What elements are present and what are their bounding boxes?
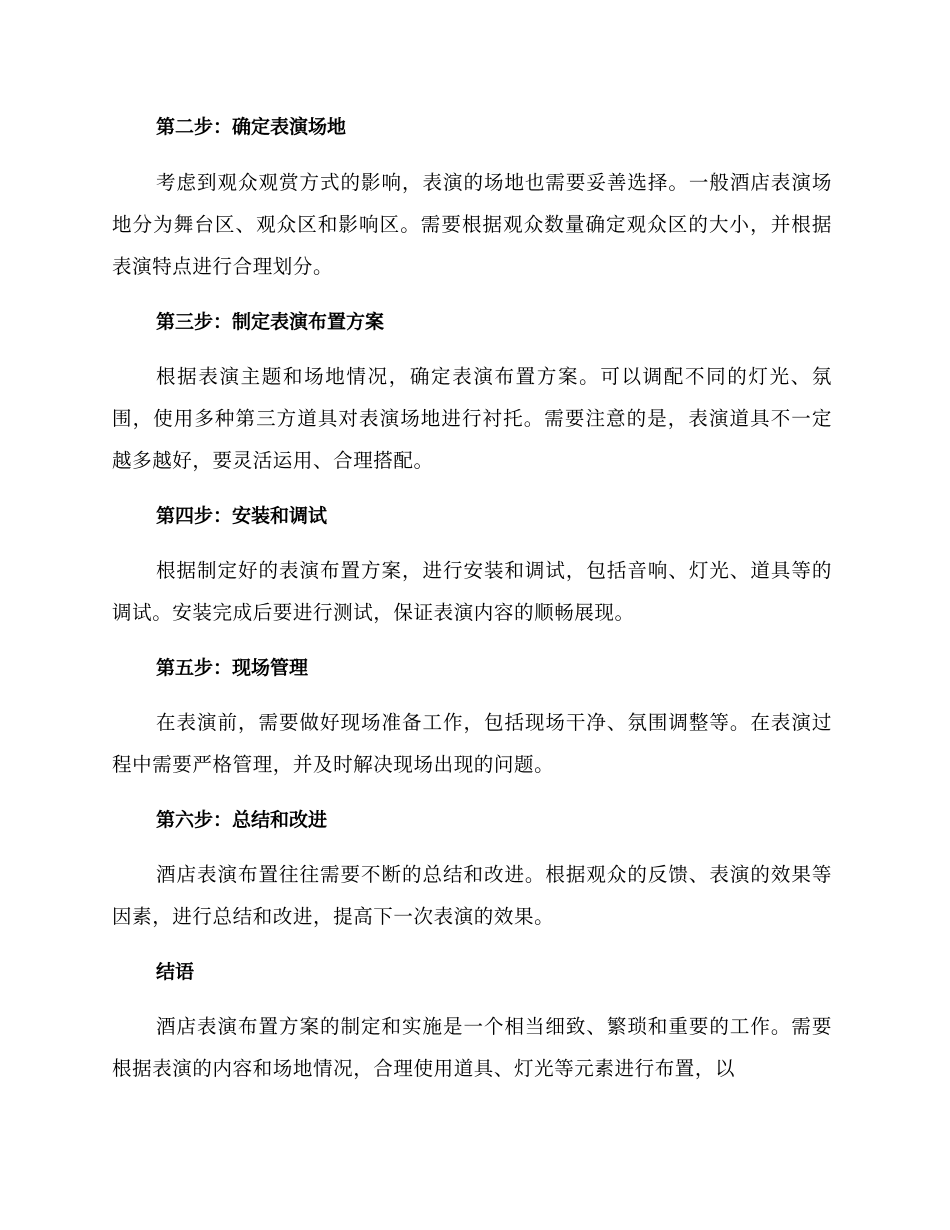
section-heading-conclusion: 结语 <box>156 961 195 983</box>
section-heading-step-4: 第四步：安装和调试 <box>156 505 328 527</box>
section-body-step-3: 根据表演主题和场地情况，确定表演布置方案。可以调配不同的灯光、氛围，使用多种第三方道具对表演场地进行衬托。需要注意的是，表演道具不一定越多越好，要灵活运用、合理搭配。 <box>112 365 832 472</box>
section-heading-step-5: 第五步：现场管理 <box>156 657 309 679</box>
section-heading-step-2: 第二步：确定表演场地 <box>156 116 347 138</box>
section-heading-step-6: 第六步：总结和改进 <box>156 809 328 831</box>
section-body-step-4: 根据制定好的表演布置方案，进行安装和调试，包括音响、灯光、道具等的调试。安装完成后要进行测试，保证表演内容的顺畅展现。 <box>112 559 832 624</box>
section-body-step-5: 在表演前，需要做好现场准备工作，包括现场干净、氛围调整等。在表演过程中需要严格管理，并及时解决现场出现的问题。 <box>112 711 832 776</box>
section-body-step-6: 酒店表演布置往往需要不断的总结和改进。根据观众的反馈、表演的效果等因素，进行总结和改进，提高下一次表演的效果。 <box>112 863 832 928</box>
section-heading-step-3: 第三步：制定表演布置方案 <box>156 311 385 333</box>
section-body-step-2: 考虑到观众观赏方式的影响，表演的场地也需要妥善选择。一般酒店表演场地分为舞台区、观众区和影响区。需要根据观众数量确定观众区的大小，并根据表演特点进行合理划分。 <box>112 171 832 278</box>
section-body-conclusion: 酒店表演布置方案的制定和实施是一个相当细致、繁琐和重要的工作。需要根据表演的内容和场地情况，合理使用道具、灯光等元素进行布置，以 <box>112 1015 832 1080</box>
